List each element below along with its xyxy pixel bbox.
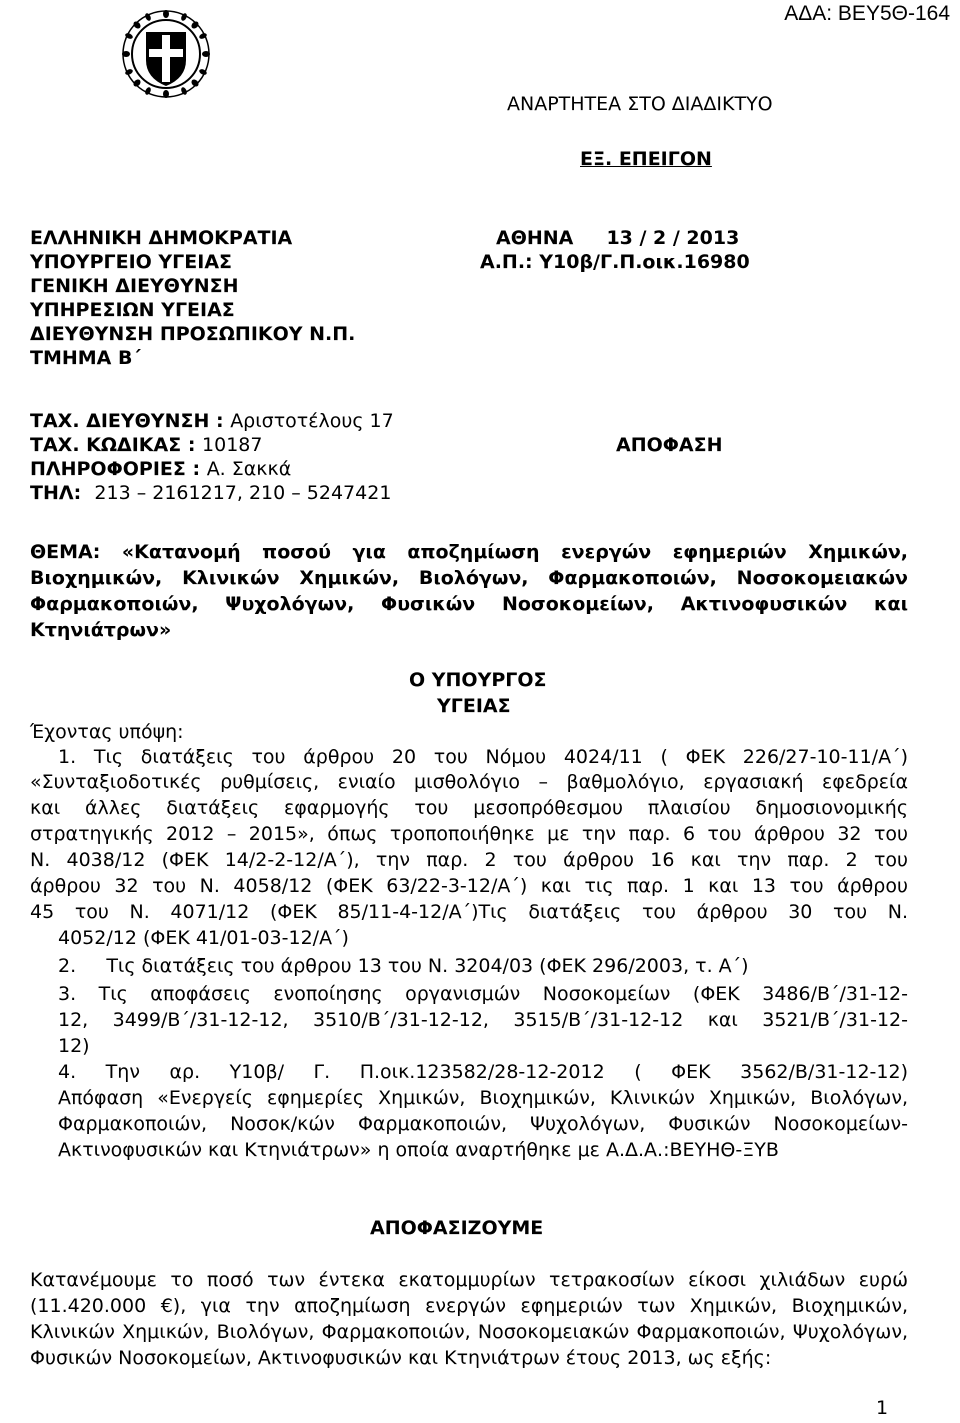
address-label: ΤΑΧ. ΔΙΕΥΘΥΝΣΗ : <box>30 410 224 432</box>
body-line: 2. Τις διατάξεις του άρθρου 13 του Ν. 3204/03 (ΦΕΚ 296/2003, τ. Α΄) <box>58 955 749 977</box>
info-line <box>30 457 291 481</box>
sender-line: ΥΠΟΥΡΓΕΙΟ ΥΓΕΙΑΣ <box>30 251 233 273</box>
sender-line: ΕΛΛΗΝΙΚΗ ΔΗΜΟΚΡΑΤΙΑ <box>30 227 293 249</box>
body-line: 1. Τις διατάξεις του άρθρου 20 του Νόμου 4024/11 ( ΦΕΚ 226/27-10-11/Α΄) <box>58 746 908 768</box>
body-line: και άλλες διατάξεις εφαρμογής του μεσοπρόθεσμου πλαισίου δημοσιονομικής <box>30 797 908 819</box>
body-line: στρατηγικής 2012 – 2015», όπως τροποποιήθηκε με την παρ. 6 του άρθρου 32 του <box>30 823 908 845</box>
subject-line: Κτηνιάτρων» <box>30 619 172 641</box>
postcode-value: 10187 <box>202 434 263 456</box>
body-line: Απόφαση «Ενεργείς εφημερίες Χημικών, Βιοχημικών, Κλινικών Χημικών, Βιολόγων, <box>58 1087 908 1109</box>
info-label: ΠΛΗΡΟΦΟΡΙΕΣ : <box>30 458 201 480</box>
minister-title: ΥΓΕΙΑΣ <box>437 695 511 717</box>
phone-line <box>30 481 391 505</box>
subject-line: ΘΕΜΑ: «Κατανομή ποσού για αποζημίωση ενεργών εφημεριών Χημικών, <box>30 541 908 563</box>
protocol-number: Α.Π.: Υ10β/Γ.Π.οικ.16980 <box>480 251 750 273</box>
phone-label: ΤΗΛ: <box>30 482 82 504</box>
body-line: «Συνταξιοδοτικές ρυθμίσεις, ενιαίο μισθολόγιο – βαθμολόγιο, εργασιακή εφεδρεία <box>30 771 908 793</box>
info-value: Α. Σακκά <box>206 458 292 480</box>
postcode-label: ΤΑΧ. ΚΩΔΙΚΑΣ : <box>30 434 196 456</box>
body-line: άρθρου 32 του Ν. 4058/12 (ΦΕΚ 63/22-3-12/Α΄) και τις παρ. 1 και 13 του άρθρου <box>30 875 908 897</box>
body-line: 12, 3499/Β΄/31-12-12, 3510/Β΄/31-12-12, 3515/Β΄/31-12-12 και 3521/Β΄/31-12- <box>58 1009 908 1031</box>
decision-line: Κατανέμουμε το ποσό των έντεκα εκατομμυρίων τετρακοσίων είκοσι χιλιάδων ευρώ <box>30 1269 908 1291</box>
body-line: Φαρμακοποιών, Νοσοκ/κών Φαρμακοποιών, Ψυχολόγων, Φυσικών Νοσοκομείων- <box>58 1113 908 1135</box>
body-line: 4052/12 (ΦΕΚ 41/01-03-12/Α΄) <box>58 927 349 949</box>
we-decide-heading: ΑΠΟΦΑΣΙΖΟΥΜΕ <box>370 1217 544 1239</box>
postcode-line <box>30 433 263 457</box>
decision-heading: ΑΠΟΦΑΣΗ <box>616 434 723 456</box>
urgency-label: ΕΞ. ΕΠΕΙΓΟΝ <box>580 148 712 170</box>
minister-title: Ο ΥΠΟΥΡΓΟΣ <box>409 669 547 691</box>
page-number: 1 <box>876 1397 889 1419</box>
body-line: 4. Την αρ. Υ10β/ Γ. Π.οικ.123582/28-12-2012 ( ΦΕΚ 3562/Β/31-12-12) <box>58 1061 908 1083</box>
subject-line: Βιοχημικών, Κλινικών Χημικών, Βιολόγων, Φαρμακοποιών, Νοσοκομειακών <box>30 567 908 589</box>
body-line: Ακτινοφυσικών και Κτηνιάτρων» η οποία αναρτήθηκε με Α.Δ.Α.:ΒΕΥΗΘ-ΞΥΒ <box>58 1139 779 1161</box>
phone-value: 213 – 2161217, 210 – 5247421 <box>94 482 392 504</box>
decision-line: Φυσικών Νοσοκομείων, Ακτινοφυσικών και Κτηνιάτρων έτους 2013, ως εξής: <box>30 1347 772 1369</box>
sender-line: ΥΠΗΡΕΣΙΩΝ ΥΓΕΙΑΣ <box>30 299 235 321</box>
subject-line: Φαρμακοποιών, Ψυχολόγων, Φυσικών Νοσοκομείων, Ακτινοφυσικών και <box>30 593 908 615</box>
sender-line: ΓΕΝΙΚΗ ΔΙΕΥΘΥΝΣΗ <box>30 275 239 297</box>
body-line: 12) <box>58 1035 90 1057</box>
decision-line: Κλινικών Χημικών, Βιολόγων, Φαρμακοποιών, Νοσοκομειακών Φαρμακοποιών, Ψυχολόγων, <box>30 1321 908 1343</box>
body-line: 3. Τις αποφάσεις ενοποίησης οργανισμών Νοσοκομείων (ΦΕΚ 3486/Β΄/31-12- <box>58 983 908 1005</box>
body-line: 45 του Ν. 4071/12 (ΦΕΚ 85/11-4-12/Α΄)Τις διατάξεις του άρθρου 30 του Ν. <box>30 901 908 923</box>
address-line <box>30 409 394 433</box>
considering-label: Έχοντας υπόψη: <box>30 721 184 743</box>
posting-notice: ΑΝΑΡΤΗΤΕΑ ΣΤΟ ΔΙΑΔΙΚΤΥΟ <box>507 93 773 115</box>
sender-line: ΔΙΕΥΘΥΝΣΗ ΠΡΟΣΩΠΙΚΟΥ Ν.Π. <box>30 323 356 345</box>
sender-line: ΤΜΗΜΑ Β΄ <box>30 347 141 369</box>
decision-line: (11.420.000 €), για την αποζημίωση ενεργών εφημεριών των Χημικών, Βιοχημικών, <box>30 1295 908 1317</box>
address-value: Αριστοτέλους 17 <box>230 410 394 432</box>
greek-coat-of-arms-icon <box>120 8 212 100</box>
ada-code: ΑΔΑ: ΒΕΥ5Θ-164 <box>784 2 950 25</box>
place-date: ΑΘΗΝΑ 13 / 2 / 2013 <box>496 227 740 249</box>
body-line: Ν. 4038/12 (ΦΕΚ 14/2-2-12/Α΄), την παρ. 2 του άρθρου 16 και την παρ. 2 του <box>30 849 908 871</box>
